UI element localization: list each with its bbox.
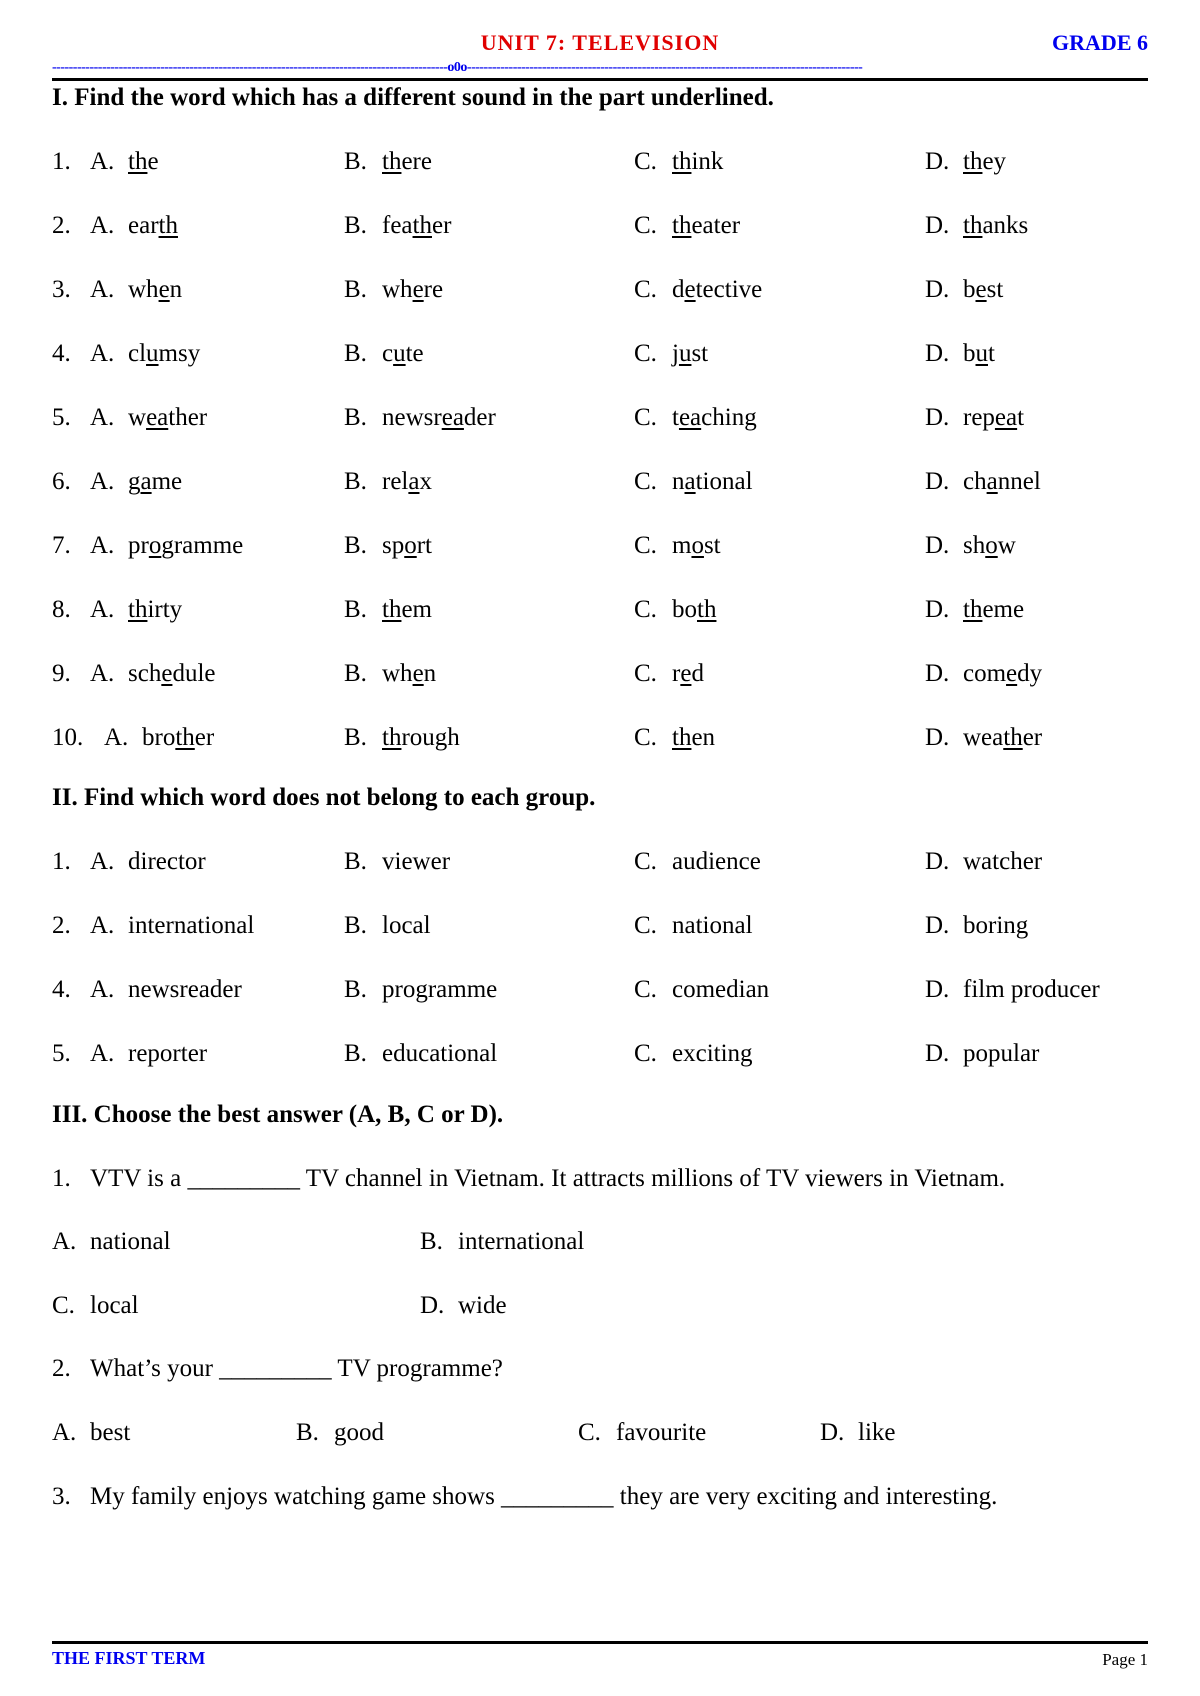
q2-option-d[interactable]: D. like xyxy=(820,1419,896,1446)
option-b[interactable]: B. cute xyxy=(344,340,424,367)
option-d[interactable]: D. comedy xyxy=(925,660,1043,687)
underlined-part: a xyxy=(140,468,152,495)
section1-heading: I. Find the word which has a different sound in the part underlined. xyxy=(52,84,774,111)
option-a[interactable]: A. schedule xyxy=(90,660,216,687)
underlined-part: o xyxy=(985,532,998,559)
underlined-part: ea xyxy=(994,404,1018,431)
question-row xyxy=(52,148,1148,178)
q2-option-a[interactable]: A. best xyxy=(52,1419,131,1446)
option-d[interactable]: D. boring xyxy=(925,912,1029,939)
option-b[interactable]: B. feather xyxy=(344,212,452,239)
q2-option-c[interactable]: C. favourite xyxy=(578,1419,707,1446)
option-a[interactable]: A. brother xyxy=(104,724,215,751)
question-number: 2. xyxy=(52,912,71,939)
option-c[interactable]: C. red xyxy=(634,660,704,687)
option-a[interactable]: A. director xyxy=(90,848,206,875)
question-row xyxy=(52,340,1148,370)
option-a[interactable]: A. earth xyxy=(90,212,178,239)
underlined-part: e xyxy=(412,276,424,303)
underlined-part: e xyxy=(1006,660,1018,687)
question-row xyxy=(52,404,1148,434)
underlined-part: u xyxy=(393,340,406,367)
option-d[interactable]: D. they xyxy=(925,148,1007,175)
option-a[interactable]: A. clumsy xyxy=(90,340,201,367)
divider-right: ----------------------------------------------------------------------------------------------- xyxy=(466,60,863,75)
question-number: 4. xyxy=(52,340,71,367)
question-row xyxy=(52,848,1148,878)
underlined-part: e xyxy=(412,660,424,687)
underlined-part: a xyxy=(684,468,696,495)
underlined-part: th xyxy=(672,212,692,239)
underlined-part: th xyxy=(128,596,148,623)
underlined-part: th xyxy=(175,724,195,751)
underlined-part: th xyxy=(382,596,402,623)
underlined-part: e xyxy=(684,276,696,303)
question-row xyxy=(52,212,1148,242)
underlined-part: th xyxy=(382,724,402,751)
option-c[interactable]: C. detective xyxy=(634,276,763,303)
option-c[interactable]: C. then xyxy=(634,724,716,751)
option-d[interactable]: D. theme xyxy=(925,596,1025,623)
q2-option-b[interactable]: B. good xyxy=(296,1419,384,1446)
q1-option-d[interactable]: D. wide xyxy=(420,1292,507,1319)
question-row xyxy=(52,912,1148,942)
section2-heading: II. Find which word does not belong to each group. xyxy=(52,784,596,811)
underlined-part: e xyxy=(158,276,170,303)
question-number: 9. xyxy=(52,660,71,687)
underlined-part: o xyxy=(404,532,417,559)
option-c[interactable]: C. theater xyxy=(634,212,741,239)
option-a[interactable]: A. weather xyxy=(90,404,208,431)
underlined-part: ea xyxy=(146,404,169,431)
question-text: VTV is a _________ TV channel in Vietnam. It attracts millions of TV viewers in Vietnam. xyxy=(90,1165,1006,1192)
option-d[interactable]: D. thanks xyxy=(925,212,1029,239)
section3-heading: III. Choose the best answer (A, B, C or D). xyxy=(52,1101,504,1128)
underlined-part: th xyxy=(963,596,983,623)
question-row xyxy=(52,532,1148,562)
underlined-part: th xyxy=(382,148,402,175)
question-row xyxy=(52,660,1148,690)
question-2 xyxy=(52,1355,503,1383)
question-number: 8. xyxy=(52,596,71,623)
option-a[interactable]: A. game xyxy=(90,468,183,495)
option-c[interactable]: C. teaching xyxy=(634,404,757,431)
option-b[interactable]: B. viewer xyxy=(344,848,451,875)
option-d[interactable]: D. show xyxy=(925,532,1016,559)
question-3 xyxy=(52,1483,997,1511)
header-rule xyxy=(52,78,1148,81)
option-c[interactable]: C. both xyxy=(634,596,717,623)
unit-title: UNIT 7: TELEVISION xyxy=(480,30,720,55)
question-number: 7. xyxy=(52,532,71,559)
q1-option-c[interactable]: C. local xyxy=(52,1292,139,1319)
option-b[interactable]: B. sport xyxy=(344,532,433,559)
option-b[interactable]: B. local xyxy=(344,912,431,939)
underlined-part: a xyxy=(408,468,420,495)
question-number: 3. xyxy=(52,276,71,303)
divider-mark: o0o xyxy=(447,60,467,75)
option-c[interactable]: C. comedian xyxy=(634,976,770,1003)
option-a[interactable]: A. international xyxy=(90,912,255,939)
option-d[interactable]: D. repeat xyxy=(925,404,1025,431)
option-b[interactable]: B. relax xyxy=(344,468,432,495)
question-row xyxy=(52,724,1148,754)
underlined-part: o xyxy=(148,532,162,559)
option-a[interactable]: A. when xyxy=(90,276,183,303)
option-a[interactable]: A. reporter xyxy=(90,1040,208,1067)
underlined-part: u xyxy=(678,340,692,367)
option-b[interactable]: B. educational xyxy=(344,1040,498,1067)
question-number: 10. xyxy=(52,724,84,751)
underlined-part: th xyxy=(158,212,178,239)
option-b[interactable]: B. when xyxy=(344,660,437,687)
option-c[interactable]: C. exciting xyxy=(634,1040,753,1067)
option-d[interactable]: D. but xyxy=(925,340,995,367)
option-c[interactable]: C. think xyxy=(634,148,724,175)
question-number: 1. xyxy=(52,848,71,875)
question-number: 2. xyxy=(52,212,71,239)
option-d[interactable]: D. weather xyxy=(925,724,1043,751)
question-row xyxy=(52,468,1148,498)
underlined-part: a xyxy=(986,468,998,495)
option-c[interactable]: C. audience xyxy=(634,848,761,875)
option-d[interactable]: D. channel xyxy=(925,468,1041,495)
underlined-part: th xyxy=(1003,724,1023,751)
question-number: 5. xyxy=(52,1040,71,1067)
option-b[interactable]: B. programme xyxy=(344,976,498,1003)
option-a[interactable]: A. the xyxy=(90,148,159,175)
underlined-part: ea xyxy=(678,404,702,431)
question-number: 1. xyxy=(52,148,71,175)
option-a[interactable]: A. programme xyxy=(90,532,244,559)
q1-option-b[interactable]: B. international xyxy=(420,1228,585,1255)
grade-label: GRADE 6 xyxy=(1052,30,1148,55)
underlined-part: th xyxy=(963,212,983,239)
option-b[interactable]: B. them xyxy=(344,596,432,623)
question-number: 1. xyxy=(52,1165,71,1192)
question-row xyxy=(52,596,1148,626)
option-a[interactable]: A. newsreader xyxy=(90,976,242,1003)
term-label: THE FIRST TERM xyxy=(52,1648,206,1668)
option-a[interactable]: A. thirty xyxy=(90,596,183,623)
question-row xyxy=(52,276,1148,306)
underlined-part: u xyxy=(975,340,988,367)
divider-left: ----------------------------------------------------------------------------------------------- xyxy=(52,60,448,75)
underlined-part: u xyxy=(146,340,159,367)
underlined-part: o xyxy=(691,532,704,559)
option-b[interactable]: B. there xyxy=(344,148,432,175)
footer-rule xyxy=(52,1641,1148,1644)
question-number: 5. xyxy=(52,404,71,431)
option-b[interactable]: B. newsreader xyxy=(344,404,496,431)
underlined-part: e xyxy=(161,660,173,687)
underlined-part: th xyxy=(672,724,692,751)
option-b[interactable]: B. where xyxy=(344,276,444,303)
underlined-part: th xyxy=(672,148,692,175)
underlined-part: e xyxy=(680,660,692,687)
option-d[interactable]: D. best xyxy=(925,276,1004,303)
option-c[interactable]: C. national xyxy=(634,468,753,495)
question-1 xyxy=(52,1165,1005,1193)
question-text: What’s your _________ TV programme? xyxy=(90,1355,503,1382)
underlined-part: th xyxy=(412,212,432,239)
question-row xyxy=(52,1040,1148,1070)
option-d[interactable]: D. film producer xyxy=(925,976,1100,1003)
underlined-part: th xyxy=(128,148,148,175)
question-number: 4. xyxy=(52,976,71,1003)
underlined-part: e xyxy=(975,276,987,303)
question-number: 6. xyxy=(52,468,71,495)
page-number: Page 1 xyxy=(1102,1650,1148,1669)
option-d[interactable]: D. watcher xyxy=(925,848,1043,875)
header-divider xyxy=(52,60,1148,76)
option-c[interactable]: C. national xyxy=(634,912,753,939)
underlined-part: ea xyxy=(441,404,464,431)
question-text: My family enjoys watching game shows _________ they are very exciting and interesting. xyxy=(90,1483,998,1510)
question-number: 2. xyxy=(52,1355,71,1382)
option-b[interactable]: B. through xyxy=(344,724,460,751)
question-number: 3. xyxy=(52,1483,71,1510)
q1-option-a[interactable]: A. national xyxy=(52,1228,171,1255)
underlined-part: th xyxy=(697,596,717,623)
underlined-part: th xyxy=(963,148,983,175)
option-d[interactable]: D. popular xyxy=(925,1040,1040,1067)
question-row xyxy=(52,976,1148,1006)
option-c[interactable]: C. just xyxy=(634,340,709,367)
option-c[interactable]: C. most xyxy=(634,532,721,559)
